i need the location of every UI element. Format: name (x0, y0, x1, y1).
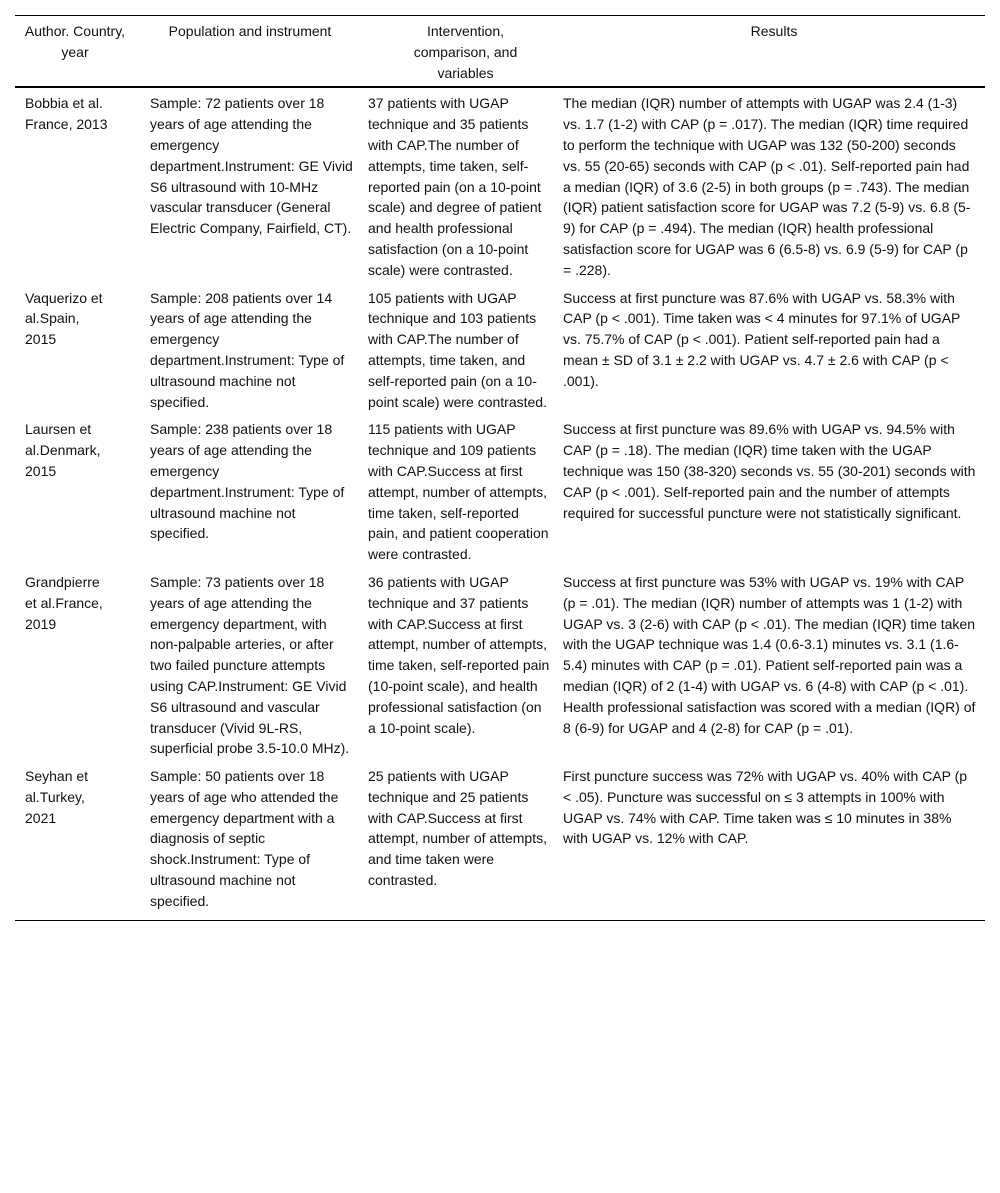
population-text: Sample: 72 patients over 18 years of age attending the emergency department.Instrument: GE Vivid S6 ultrasound with 10-MHz vascular transducer (General Electric Company, Fairfield, CT). (150, 95, 353, 237)
header-intervention-label: Intervention, comparison, and variables (413, 23, 518, 81)
cell-intervention (368, 87, 563, 282)
author-text: Seyhan et al.Turkey, 2021 (25, 768, 89, 826)
cell-results (563, 283, 985, 415)
header-results (563, 16, 985, 88)
header-results-label: Results (750, 23, 798, 39)
intervention-text: 115 patients with UGAP technique and 109 patients with CAP.Success at first attempt, number of attempts, time taken, self-reported pain, and patient cooperation were contrasted. (368, 421, 549, 563)
cell-author (15, 414, 150, 567)
cell-population (150, 761, 368, 920)
results-text: Success at first puncture was 87.6% with UGAP vs. 58.3% with CAP (p < .001). Time taken was < 4 minutes for 97.1% of UGAP vs. 75.7% of CAP (p < .001). Patient self-reported pain had a mean ± SD of 3.1 ± 2.2 with UGAP vs. 4.7 ± 2.6 with CAP (p < .001). (563, 289, 961, 389)
intervention-text: 37 patients with UGAP technique and 35 patients with CAP.The number of attempts, time taken, self-reported pain (on a 10-point scale) and degree of patient and health professional satisfaction (on a 10-point scale) were contrasted. (368, 95, 542, 278)
header-author (15, 16, 150, 88)
cell-results (563, 761, 985, 920)
header-row (15, 16, 985, 88)
intervention-text: 36 patients with UGAP technique and 37 patients with CAP.Success at first attempt, number of attempts, time taken, self-reported pain (10-point scale), and health professional satisfaction (on a 10-point scale). (368, 573, 550, 736)
header-population (150, 16, 368, 88)
population-text: Sample: 238 patients over 18 years of age attending the emergency department.Instrument: Type of ultrasound machine not specified. (150, 421, 345, 542)
cell-author (15, 567, 150, 761)
cell-intervention (368, 761, 563, 920)
cell-intervention (368, 567, 563, 761)
population-text: Sample: 50 patients over 18 years of age who attended the emergency department with a diagnosis of septic shock.Instrument: Type of ultrasound machine not specified. (150, 768, 339, 909)
cell-population (150, 87, 368, 282)
table-row (15, 414, 985, 567)
author-text: Laursen et al.Denmark, 2015 (25, 421, 101, 479)
results-text: Success at first puncture was 53% with UGAP vs. 19% with CAP (p = .01). The median (IQR) number of attempts was 1 (1-2) with UGAP vs. 3 (2-6) with CAP (p < .01). The median (IQR) time taken with the UGAP technique was 1.4 (0.6-3.1) minutes vs. 3.1 (1.6-5.4) minutes with CAP (p = .01). Patient self-reported pain was a median (IQR) of 2 (1-4) with UGAP vs. 6 (4-8) with CAP (p < .01). Health professional satisfaction was scored with a median (IQR) of 8 (6-9) for UGAP and 4 (2-8) for CAP (p = .01). (563, 573, 976, 736)
results-text: Success at first puncture was 89.6% with UGAP vs. 94.5% with CAP (p = .18). The median (IQR) time taken with the UGAP technique was 150 (38-320) seconds vs. 55 (30-201) seconds with CAP (p < .001). Self-reported pain and the number of attempts required for successful puncture were not statistically significant. (563, 421, 976, 521)
cell-results (563, 567, 985, 761)
results-text: First puncture success was 72% with UGAP vs. 40% with CAP (p < .05). Puncture was successful on ≤ 3 attempts in 100% with UGAP vs. 74% with CAP. Time taken was ≤ 10 minutes in 38% with UGAP vs. 12% with CAP. (563, 768, 968, 847)
cell-population (150, 414, 368, 567)
author-text: Vaquerizo et al.Spain, 2015 (25, 289, 103, 348)
header-author-label: Author. Country, year (24, 23, 126, 60)
studies-table (15, 15, 985, 921)
cell-results (563, 87, 985, 282)
results-text: The median (IQR) number of attempts with UGAP was 2.4 (1-3) vs. 1.7 (1-2) with CAP (p = .017). The median (IQR) time required to perform the technique with UGAP was 132 (50-200) seconds vs. 55 (20-65) seconds with CAP (p < .01). Self-reported pain had a median (IQR) of 3.6 (2-5) in both groups (p = .743). The median (IQR) patient satisfaction score for UGAP was 7.2 (5-9) vs. 6.8 (5-9) for CAP (p = .494). The median (IQR) health professional satisfaction score for UGAP was 6 (6.5-8) vs. 6.9 (5-9) for CAP (p = .228). (563, 95, 971, 278)
cell-intervention (368, 283, 563, 415)
intervention-text: 25 patients with UGAP technique and 25 patients with CAP.Success at first attempt, number of attempts, and time taken were contrasted. (368, 768, 547, 889)
cell-author (15, 283, 150, 415)
header-intervention (368, 16, 563, 88)
cell-results (563, 414, 985, 567)
header-population-label: Population and instrument (168, 23, 332, 39)
cell-population (150, 567, 368, 761)
cell-intervention (368, 414, 563, 567)
cell-author (15, 87, 150, 282)
author-text: Bobbia et al. France, 2013 (25, 95, 108, 133)
table-row (15, 87, 985, 282)
cell-population (150, 283, 368, 415)
table-row (15, 567, 985, 761)
cell-author (15, 761, 150, 920)
author-text: Grandpierre et al.France, 2019 (25, 573, 103, 632)
population-text: Sample: 208 patients over 14 years of age attending the emergency department.Instrument: Type of ultrasound machine not specified. (150, 289, 345, 410)
table-row (15, 761, 985, 920)
intervention-text: 105 patients with UGAP technique and 103 patients with CAP.The number of attempts, time taken, and self-reported pain (on a 10-point scale) were contrasted. (368, 289, 547, 410)
table-row (15, 283, 985, 415)
population-text: Sample: 73 patients over 18 years of age attending the emergency department, with non-palpable arteries, or after two failed puncture attempts using CAP.Instrument: GE Vivid S6 ultrasound and vascular transducer (Vivid 9L-RS, superficial probe 3.5-10.0 MHz). (150, 573, 350, 757)
